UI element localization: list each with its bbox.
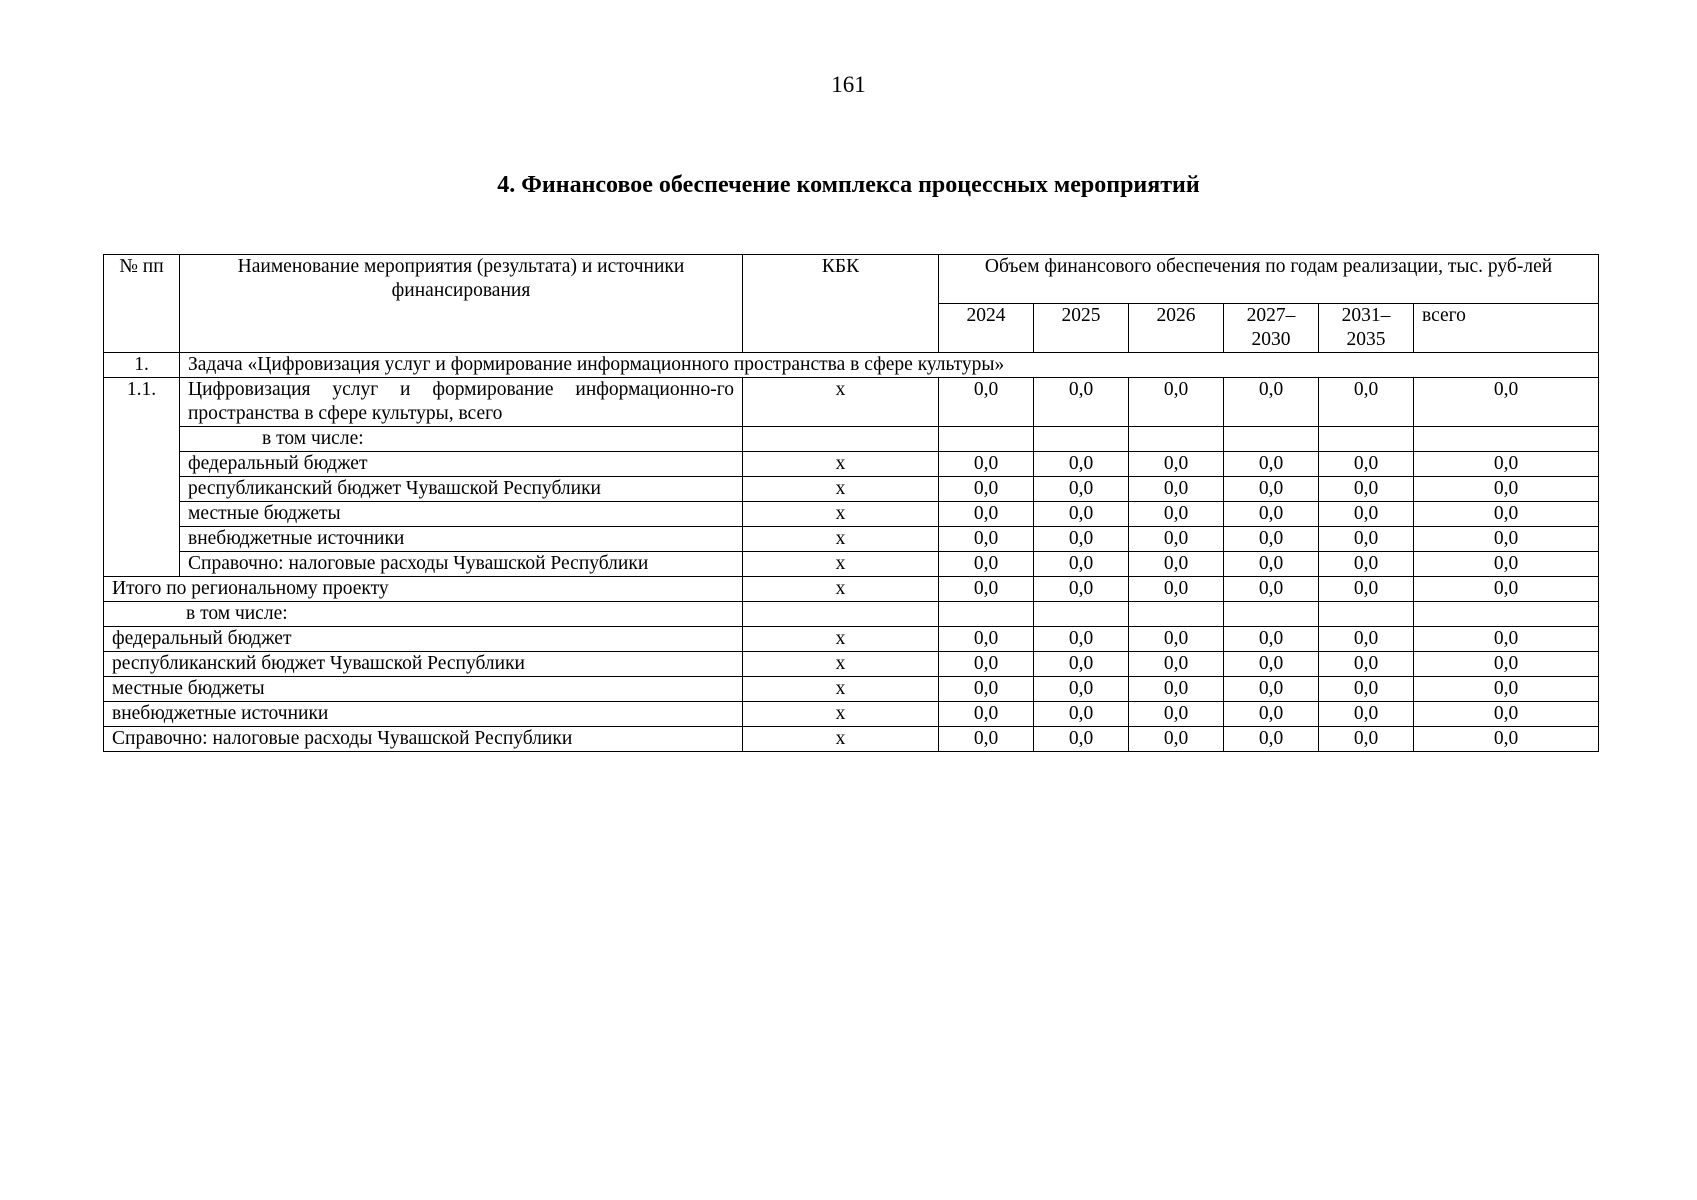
item-source-row <box>104 502 1599 527</box>
total-value-0: 0,0 <box>939 577 1034 602</box>
item-source-kbk: х <box>743 527 939 552</box>
total-source-row <box>104 627 1599 652</box>
item-including-empty-4 <box>1224 427 1319 452</box>
item-source-value-2: 0,0 <box>1129 502 1224 527</box>
item-source-value-2: 0,0 <box>1129 452 1224 477</box>
item-source-value-4: 0,0 <box>1319 552 1414 577</box>
item-value-2: 0,0 <box>1129 378 1224 427</box>
page-number: 161 <box>831 72 866 97</box>
total-including-empty-3 <box>1129 602 1224 627</box>
total-source-name: внебюджетные источники <box>104 702 743 727</box>
item-source-name: федеральный бюджет <box>180 452 743 477</box>
total-source-kbk: х <box>743 627 939 652</box>
item-source-value-4: 0,0 <box>1319 527 1414 552</box>
total-source-value-2: 0,0 <box>1129 677 1224 702</box>
total-source-value-3: 0,0 <box>1224 652 1319 677</box>
total-including-empty-1 <box>939 602 1034 627</box>
total-source-value-5: 0,0 <box>1414 702 1599 727</box>
total-source-value-5: 0,0 <box>1414 727 1599 752</box>
item-source-value-4: 0,0 <box>1319 502 1414 527</box>
item-including-empty-6 <box>1414 427 1599 452</box>
total-source-value-4: 0,0 <box>1319 727 1414 752</box>
item-source-row <box>104 477 1599 502</box>
total-source-value-4: 0,0 <box>1319 677 1414 702</box>
header-year-2026: 2026 <box>1129 304 1224 353</box>
total-source-value-0: 0,0 <box>939 677 1034 702</box>
item-source-name: внебюджетные источники <box>180 527 743 552</box>
total-source-name: Справочно: налоговые расходы Чувашской Республики <box>104 727 743 752</box>
total-source-name: местные бюджеты <box>104 677 743 702</box>
total-source-value-5: 0,0 <box>1414 652 1599 677</box>
header-year-2024: 2024 <box>939 304 1034 353</box>
item-source-value-3: 0,0 <box>1224 502 1319 527</box>
total-source-value-5: 0,0 <box>1414 677 1599 702</box>
total-kbk: х <box>743 577 939 602</box>
item-source-name: местные бюджеты <box>180 502 743 527</box>
item-source-value-2: 0,0 <box>1129 477 1224 502</box>
item-source-row <box>104 527 1599 552</box>
item-source-value-1: 0,0 <box>1034 452 1129 477</box>
item-including-empty-3 <box>1129 427 1224 452</box>
item-source-value-1: 0,0 <box>1034 502 1129 527</box>
item-source-kbk: х <box>743 502 939 527</box>
header-name: Наименование мероприятия (результата) и источники финансирования <box>180 255 743 353</box>
item-source-value-0: 0,0 <box>939 552 1034 577</box>
item-source-value-1: 0,0 <box>1034 477 1129 502</box>
header-year-2031-2035: 2031–2035 <box>1319 304 1414 353</box>
total-source-value-0: 0,0 <box>939 652 1034 677</box>
total-source-row <box>104 702 1599 727</box>
item-source-row <box>104 552 1599 577</box>
item-source-value-3: 0,0 <box>1224 552 1319 577</box>
item-source-value-5: 0,0 <box>1414 552 1599 577</box>
item-including-label: в том числе: <box>180 427 743 452</box>
total-source-value-1: 0,0 <box>1034 652 1129 677</box>
item-source-value-5: 0,0 <box>1414 502 1599 527</box>
total-source-kbk: х <box>743 727 939 752</box>
header-num: № пп <box>104 255 180 353</box>
total-source-row <box>104 677 1599 702</box>
total-source-value-1: 0,0 <box>1034 627 1129 652</box>
task-text: Задача «Цифровизация услуг и формирование информационного пространства в сфере культуры» <box>180 353 1599 378</box>
total-source-value-1: 0,0 <box>1034 727 1129 752</box>
total-source-value-2: 0,0 <box>1129 652 1224 677</box>
total-including-empty-5 <box>1319 602 1414 627</box>
total-name: Итого по региональному проекту <box>104 577 743 602</box>
item-source-value-5: 0,0 <box>1414 527 1599 552</box>
header-year-2027-2030: 2027–2030 <box>1224 304 1319 353</box>
total-source-row <box>104 727 1599 752</box>
total-value-2: 0,0 <box>1129 577 1224 602</box>
item-source-kbk: х <box>743 452 939 477</box>
item-source-value-5: 0,0 <box>1414 452 1599 477</box>
total-source-value-5: 0,0 <box>1414 627 1599 652</box>
total-source-value-2: 0,0 <box>1129 627 1224 652</box>
total-source-value-0: 0,0 <box>939 702 1034 727</box>
total-source-value-3: 0,0 <box>1224 677 1319 702</box>
total-value-4: 0,0 <box>1319 577 1414 602</box>
total-source-value-4: 0,0 <box>1319 627 1414 652</box>
total-source-kbk: х <box>743 677 939 702</box>
item-name: Цифровизация услуг и формирование информационно-го пространства в сфере культуры, всего <box>180 378 743 427</box>
total-including-label: в том числе: <box>104 602 743 627</box>
item-source-value-4: 0,0 <box>1319 477 1414 502</box>
item-source-value-0: 0,0 <box>939 477 1034 502</box>
item-including-empty-0 <box>743 427 939 452</box>
item-source-name: республиканский бюджет Чувашской Республики <box>180 477 743 502</box>
item-source-value-1: 0,0 <box>1034 527 1129 552</box>
item-source-kbk: х <box>743 552 939 577</box>
item-including-empty-1 <box>939 427 1034 452</box>
total-source-value-4: 0,0 <box>1319 702 1414 727</box>
total-value-1: 0,0 <box>1034 577 1129 602</box>
header-kbk: КБК <box>743 255 939 353</box>
document-title: 4. Финансовое обеспечение комплекса процессных мероприятий <box>497 172 1200 198</box>
total-source-value-0: 0,0 <box>939 627 1034 652</box>
item-row <box>104 378 1599 427</box>
total-source-name: федеральный бюджет <box>104 627 743 652</box>
task-row <box>104 353 1599 378</box>
item-value-4: 0,0 <box>1319 378 1414 427</box>
total-row <box>104 577 1599 602</box>
total-including-empty-2 <box>1034 602 1129 627</box>
item-value-5: 0,0 <box>1414 378 1599 427</box>
total-source-kbk: х <box>743 702 939 727</box>
item-source-kbk: х <box>743 477 939 502</box>
item-source-value-4: 0,0 <box>1319 452 1414 477</box>
item-source-value-3: 0,0 <box>1224 477 1319 502</box>
total-source-value-2: 0,0 <box>1129 727 1224 752</box>
item-source-value-3: 0,0 <box>1224 527 1319 552</box>
total-including-empty-6 <box>1414 602 1599 627</box>
financing-table <box>103 254 1599 752</box>
header-volume: Объем финансового обеспечения по годам реализации, тыс. руб-лей <box>939 255 1599 304</box>
item-source-name: Справочно: налоговые расходы Чувашской Республики <box>180 552 743 577</box>
total-value-3: 0,0 <box>1224 577 1319 602</box>
item-value-3: 0,0 <box>1224 378 1319 427</box>
total-source-name: республиканский бюджет Чувашской Республики <box>104 652 743 677</box>
item-num: 1.1. <box>104 378 180 577</box>
total-source-value-1: 0,0 <box>1034 702 1129 727</box>
total-source-value-3: 0,0 <box>1224 627 1319 652</box>
total-source-value-2: 0,0 <box>1129 702 1224 727</box>
total-source-value-0: 0,0 <box>939 727 1034 752</box>
total-including-row <box>104 602 1599 627</box>
item-source-value-0: 0,0 <box>939 527 1034 552</box>
total-source-value-1: 0,0 <box>1034 677 1129 702</box>
header-row <box>104 255 1599 304</box>
item-kbk: х <box>743 378 939 427</box>
item-source-value-5: 0,0 <box>1414 477 1599 502</box>
item-source-value-1: 0,0 <box>1034 552 1129 577</box>
header-total: всего <box>1414 304 1599 353</box>
total-source-row <box>104 652 1599 677</box>
item-source-value-2: 0,0 <box>1129 552 1224 577</box>
item-source-value-3: 0,0 <box>1224 452 1319 477</box>
header-year-2025: 2025 <box>1034 304 1129 353</box>
total-source-value-3: 0,0 <box>1224 727 1319 752</box>
total-value-5: 0,0 <box>1414 577 1599 602</box>
total-including-empty-0 <box>743 602 939 627</box>
item-source-row <box>104 452 1599 477</box>
total-source-kbk: х <box>743 652 939 677</box>
item-source-value-2: 0,0 <box>1129 527 1224 552</box>
item-including-row <box>104 427 1599 452</box>
total-source-value-4: 0,0 <box>1319 652 1414 677</box>
total-source-value-3: 0,0 <box>1224 702 1319 727</box>
item-source-value-0: 0,0 <box>939 452 1034 477</box>
item-value-1: 0,0 <box>1034 378 1129 427</box>
task-num: 1. <box>104 353 180 378</box>
item-including-empty-2 <box>1034 427 1129 452</box>
item-value-0: 0,0 <box>939 378 1034 427</box>
item-including-empty-5 <box>1319 427 1414 452</box>
total-including-empty-4 <box>1224 602 1319 627</box>
item-source-value-0: 0,0 <box>939 502 1034 527</box>
